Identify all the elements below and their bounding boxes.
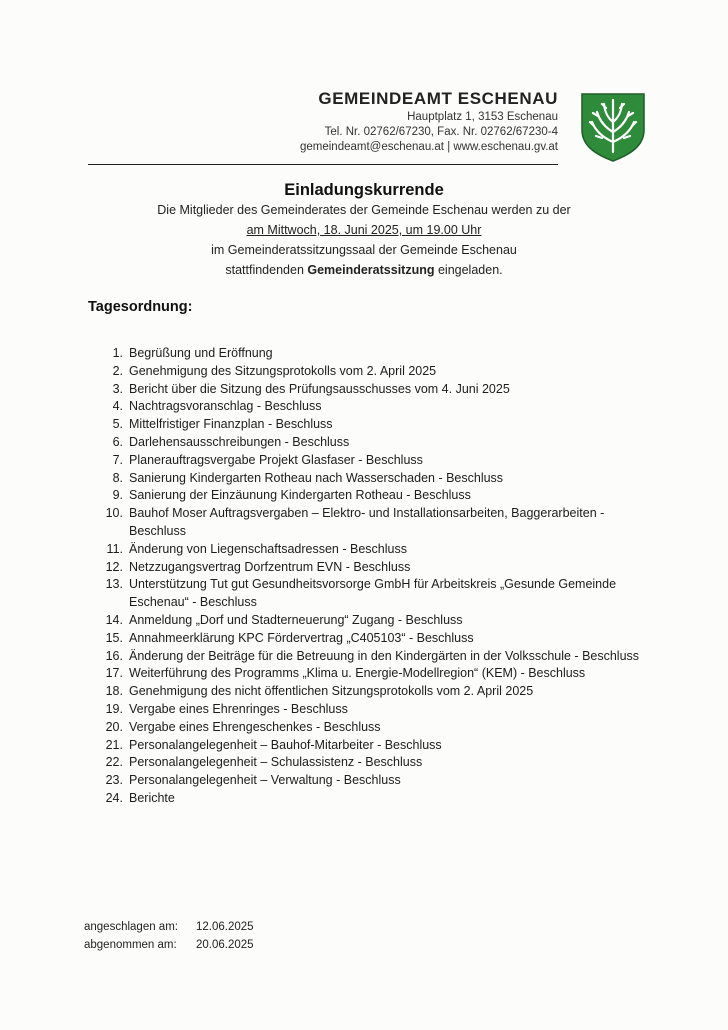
- agenda-item-text: Planerauftragsvergabe Projekt Glasfaser - Beschluss: [129, 452, 423, 467]
- agenda-item: [97, 434, 657, 452]
- contact-line: gemeindeamt@eschenau.at | www.eschenau.gv.at: [299, 141, 558, 153]
- agenda-item-text: Sanierung Kindergarten Rotheau nach Wasserschaden - Beschluss: [129, 470, 504, 485]
- agenda-item-number: 22.: [105, 755, 123, 770]
- meeting-type: Gemeinderatssitzung: [307, 263, 435, 277]
- agenda-item-text: Bauhof Moser Auftragsvergaben – Elektro- und Installationsarbeiten, Baggerarbeiten - Beschluss: [129, 506, 605, 538]
- intro-line-4: [0, 263, 728, 277]
- agenda-item-number: 9.: [112, 488, 123, 503]
- agenda-item-number: 10.: [105, 506, 123, 521]
- agenda-item-text: Anmeldung „Dorf und Stadterneuerung“ Zugang - Beschluss: [129, 612, 463, 627]
- agenda-item-number: 14.: [105, 612, 123, 627]
- agenda-item: [97, 381, 657, 399]
- agenda-item: [97, 363, 657, 381]
- agenda-item-number: 5.: [112, 417, 123, 432]
- intro-line-4-pre: stattfindenden: [225, 263, 308, 277]
- agenda-item-number: 18.: [105, 684, 123, 699]
- intro-line-1: Die Mitglieder des Gemeinderates der Gemeinde Eschenau werden zu der: [157, 203, 571, 217]
- agenda-item: [97, 541, 657, 559]
- posted-date: 12.06.2025: [196, 921, 254, 933]
- intro-line-3: im Gemeinderatssitzungssaal der Gemeinde Eschenau: [211, 243, 517, 257]
- agenda-item: [97, 416, 657, 434]
- agenda-item-text: Nachtragsvoranschlag - Beschluss: [129, 399, 322, 414]
- intro-line-4-post: eingeladen.: [434, 263, 503, 277]
- agenda-item-text: Begrüßung und Eröffnung: [129, 346, 273, 360]
- agenda-item-text: Änderung der Beiträge für die Betreuung in den Kindergärten in der Volksschule - Beschluss: [129, 648, 640, 663]
- agenda-item-text: Sanierung der Einzäunung Kindergarten Rotheau - Beschluss: [129, 488, 471, 503]
- agenda-item: [97, 612, 657, 630]
- agenda-item-text: Darlehensausschreibungen - Beschluss: [129, 434, 350, 449]
- agenda-item-number: 2.: [112, 363, 123, 378]
- agenda-item-number: 21.: [105, 737, 123, 752]
- agenda-item: [97, 398, 657, 416]
- agenda-item-text: Mittelfristiger Finanzplan - Beschluss: [129, 417, 333, 432]
- agenda-item-text: Netzzugangsvertrag Dorfzentrum EVN - Beschluss: [129, 559, 411, 574]
- agenda-item-text: Weiterführung des Programms „Klima u. Energie-Modellregion“ (KEM) - Beschluss: [129, 666, 586, 681]
- agenda-item-number: 13.: [105, 577, 123, 592]
- agenda-item-number: 19.: [105, 701, 123, 716]
- agenda-item-text: Personalangelegenheit – Verwaltung - Beschluss: [129, 773, 401, 788]
- letterhead-divider: [88, 164, 558, 165]
- posted-row: [84, 921, 254, 933]
- posted-label: angeschlagen am:: [84, 921, 178, 933]
- agenda-item: [97, 452, 657, 470]
- letterhead: [138, 88, 558, 155]
- agenda-item-number: 24.: [105, 790, 123, 805]
- agenda-item: [97, 790, 657, 808]
- agenda-item: [97, 719, 657, 737]
- agenda-item-number: 3.: [112, 381, 123, 396]
- agenda-item: [97, 665, 657, 683]
- agenda-item-number: 12.: [105, 559, 123, 574]
- agenda-item-number: 15.: [105, 630, 123, 645]
- agenda-item-text: Bericht über die Sitzung des Prüfungsausschusses vom 4. Juni 2025: [129, 381, 510, 396]
- agenda-item: [97, 576, 657, 612]
- address: Hauptplatz 1, 3153 Eschenau: [407, 111, 558, 123]
- agenda-item-number: 8.: [112, 470, 123, 485]
- agenda-list: [97, 345, 657, 808]
- agenda-item-text: Personalangelegenheit – Bauhof-Mitarbeiter - Beschluss: [129, 737, 442, 752]
- phone-fax: Tel. Nr. 02762/67230, Fax. Nr. 02762/67230-4: [324, 126, 558, 138]
- agenda-item: [97, 487, 657, 505]
- agenda-item: [97, 737, 657, 755]
- agenda-item: [97, 683, 657, 701]
- removed-label: abgenommen am:: [84, 939, 177, 951]
- agenda-item: [97, 701, 657, 719]
- agenda-item: [97, 559, 657, 577]
- agenda-item: [97, 505, 657, 541]
- agenda-item-number: 6.: [112, 434, 123, 449]
- agenda-item-number: 23.: [105, 773, 123, 788]
- removed-date: 20.06.2025: [196, 939, 254, 951]
- document-title: Einladungskurrende: [284, 181, 444, 199]
- agenda-item: [97, 630, 657, 648]
- agenda-item-text: Unterstützung Tut gut Gesundheitsvorsorge GmbH für Arbeitskreis „Gesunde Gemeinde Eschenau“ - Beschluss: [129, 577, 617, 610]
- agenda-item-text: Berichte: [129, 790, 175, 805]
- agenda-item: [97, 648, 657, 666]
- agenda-item-number: 1.: [112, 346, 123, 360]
- agenda-item-text: Vergabe eines Ehrengeschenkes - Beschluss: [129, 719, 381, 734]
- agenda-item-number: 11.: [106, 541, 123, 556]
- municipal-crest-icon: [580, 92, 646, 162]
- removed-row: [84, 939, 254, 951]
- agenda-item-text: Vergabe eines Ehrenringes - Beschluss: [129, 701, 348, 716]
- agenda-item-number: 4.: [112, 399, 123, 414]
- agenda-item-text: Genehmigung des Sitzungsprotokolls vom 2. April 2025: [129, 363, 437, 378]
- org-name: GEMEINDEAMT ESCHENAU: [318, 89, 558, 108]
- agenda-item-number: 7.: [112, 452, 123, 467]
- agenda-item: [97, 772, 657, 790]
- intro-line-2: [0, 223, 728, 237]
- agenda-item: [97, 754, 657, 772]
- agenda-item-text: Änderung von Liegenschaftsadressen - Beschluss: [129, 541, 407, 556]
- agenda-item-number: 20.: [105, 719, 123, 734]
- agenda-heading: Tagesordnung:: [88, 299, 193, 315]
- meeting-date: am Mittwoch, 18. Juni 2025, um 19.00 Uhr: [246, 223, 482, 237]
- agenda-item: [97, 345, 657, 363]
- agenda-item: [97, 470, 657, 488]
- agenda-item-text: Personalangelegenheit – Schulassistenz - Beschluss: [129, 755, 423, 770]
- agenda-item-text: Genehmigung des nicht öffentlichen Sitzungsprotokolls vom 2. April 2025: [129, 684, 534, 699]
- agenda-item-number: 16.: [105, 648, 123, 663]
- agenda-item-text: Annahmeerklärung KPC Fördervertrag „C405103“ - Beschluss: [129, 630, 474, 645]
- agenda-item-number: 17.: [105, 666, 123, 681]
